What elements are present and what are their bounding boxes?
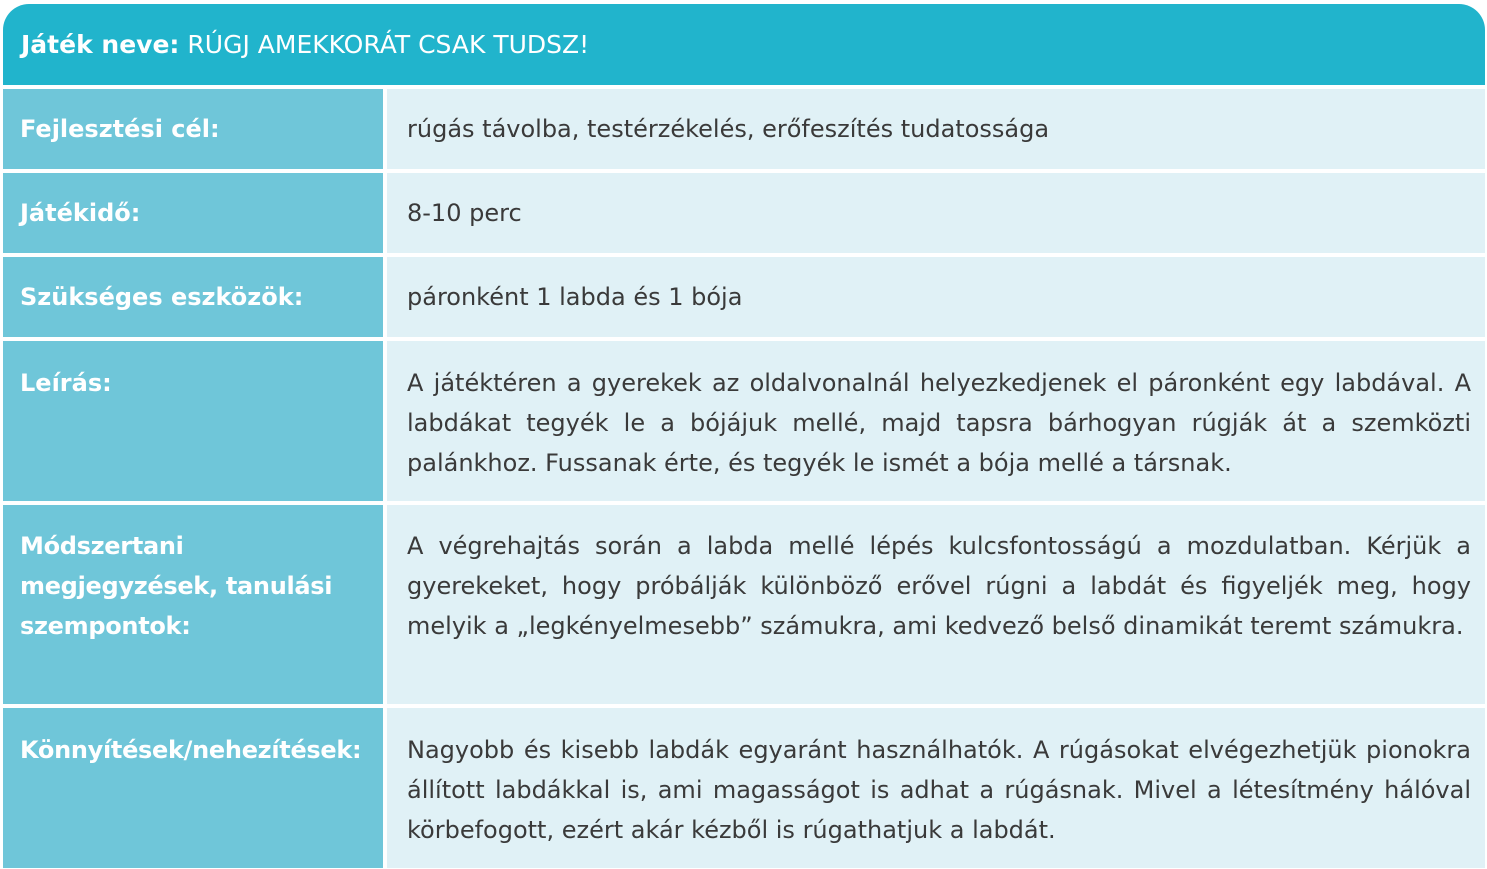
row-game-time <box>3 169 1485 253</box>
game-name-label: Játék neve: <box>21 30 180 59</box>
row-label: Szükséges eszközök: <box>3 257 387 337</box>
row-value: Nagyobb és kisebb labdák egyaránt használhatók. A rúgásokat elvégezhetjük pionokra állított labdákkal is, ami magasságot is adhat a rúgásnak. Mivel a létesítmény hálóval körbefogott, ezért akár kézből is rúgathatjuk a labdát. <box>387 708 1485 868</box>
row-development-goal <box>3 85 1485 169</box>
row-value: A végrehajtás során a labda mellé lépés kulcsfontosságú a mozdulatban. Kérjük a gyerekeket, hogy próbálják különböző erővel rúgni a labdát és figyeljék meg, hogy melyik a „legkényelmesebb” számukra, ami kedvező belső dinamikát teremt számukra. <box>387 505 1485 704</box>
row-value: 8-10 perc <box>387 173 1485 253</box>
row-description <box>3 337 1485 501</box>
game-title-header <box>3 4 1485 85</box>
row-label: Módszertani megjegyzések, tanulási szempontok: <box>3 505 387 704</box>
row-value: rúgás távolba, testérzékelés, erőfeszítés tudatossága <box>387 89 1485 169</box>
row-equipment <box>3 253 1485 337</box>
row-label: Játékidő: <box>3 173 387 253</box>
row-methodology <box>3 501 1485 704</box>
row-modifications <box>3 704 1485 868</box>
row-label: Könnyítések/nehezítések: <box>3 708 387 868</box>
game-name-value: RÚGJ AMEKKORÁT CSAK TUDSZ! <box>187 30 590 59</box>
row-value: A játéktéren a gyerekek az oldalvonalnál helyezkedjenek el páronként egy labdával. A labdákat tegyék le a bójájuk mellé, majd tapsra bárhogyan rúgják át a szemközti palánkhoz. Fussanak érte, és tegyék le ismét a bója mellé a társnak. <box>387 341 1485 501</box>
game-card <box>3 4 1485 868</box>
row-label: Fejlesztési cél: <box>3 89 387 169</box>
row-label: Leírás: <box>3 341 387 501</box>
row-value: páronként 1 labda és 1 bója <box>387 257 1485 337</box>
